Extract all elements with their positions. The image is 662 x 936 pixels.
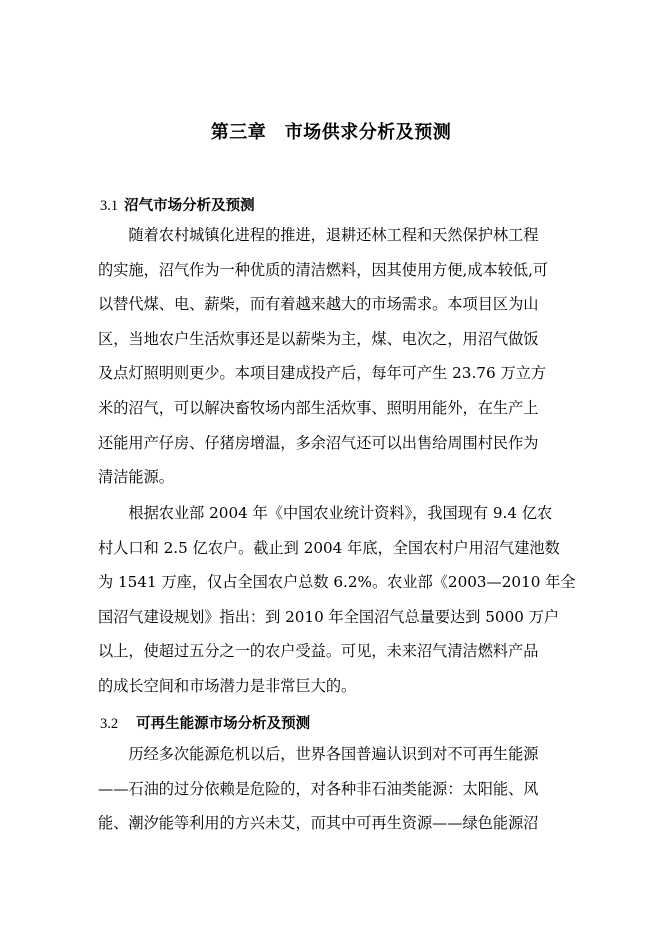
paragraph-line: 历经多次能源危机以后，世界各国普遍认识到对不可再生能源 — [98, 745, 539, 763]
section-heading-3-2 — [100, 712, 310, 733]
paragraph-line: ——石油的过分依赖是危险的，对各种非石油类能源：太阳能、风 — [98, 779, 539, 798]
paragraph-line: 区，当地农户生活炊事还是以薪柴为主，煤、电次之，用沼气做饭 — [98, 329, 539, 348]
paragraph-line: 随着农村城镇化进程的推进，退耕还林工程和天然保护林工程 — [98, 226, 539, 244]
paragraph-line: 以上，使超过五分之一的农户受益。可见，未来沼气清洁燃料产品 — [98, 642, 539, 661]
paragraph-line: 清洁能源。 — [98, 468, 174, 487]
section-number: 3.1 — [100, 198, 119, 214]
section-number: 3.2 — [100, 716, 119, 732]
section-heading-3-1 — [100, 194, 255, 215]
section-title: 可再生能源市场分析及预测 — [136, 716, 311, 732]
paragraph-line: 还能用产仔房、仔猪房增温，多余沼气还可以出售给周围村民作为 — [98, 433, 539, 452]
paragraph-line: 村人口和 2.5 亿农户。截止到 2004 年底，全国农村户用沼气建池数 — [98, 538, 560, 557]
paragraph-line: 能、潮汐能等利用的方兴未艾，而其中可再生资源——绿色能源沼 — [98, 814, 539, 833]
paragraph-line: 根据农业部 2004 年《中国农业统计资料》，我国现有 9.4 亿农 — [98, 504, 553, 522]
paragraph-renewable-energy — [98, 737, 568, 841]
paragraph-biogas-demand — [98, 218, 568, 495]
section-title: 沼气市场分析及预测 — [124, 198, 255, 214]
paragraph-line: 以替代煤、电、薪柴，而有着越来越大的市场需求。本项目区为山 — [98, 295, 539, 314]
paragraph-line: 的实施，沼气作为一种优质的清洁燃料，因其使用方便,成本较低,可 — [98, 260, 549, 279]
paragraph-line: 的成长空间和市场潜力是非常巨大的。 — [98, 676, 357, 695]
chapter-title: 第三章 市场供求分析及预测 — [210, 122, 452, 143]
paragraph-biogas-statistics — [98, 496, 576, 704]
paragraph-line: 为 1541 万座，仅占全国农户总数 6.2%。农业部《2003—2010 年全 — [98, 573, 576, 592]
paragraph-line: 米的沼气，可以解决畜牧场内部生活炊事、照明用能外，在生产上 — [98, 398, 539, 417]
paragraph-line: 国沼气建设规划》指出：到 2010 年全国沼气总量要达到 5000 万户 — [98, 607, 560, 626]
paragraph-line: 及点灯照明则更少。本项目建成投产后，每年可产生 23.76 万立方 — [98, 364, 547, 383]
